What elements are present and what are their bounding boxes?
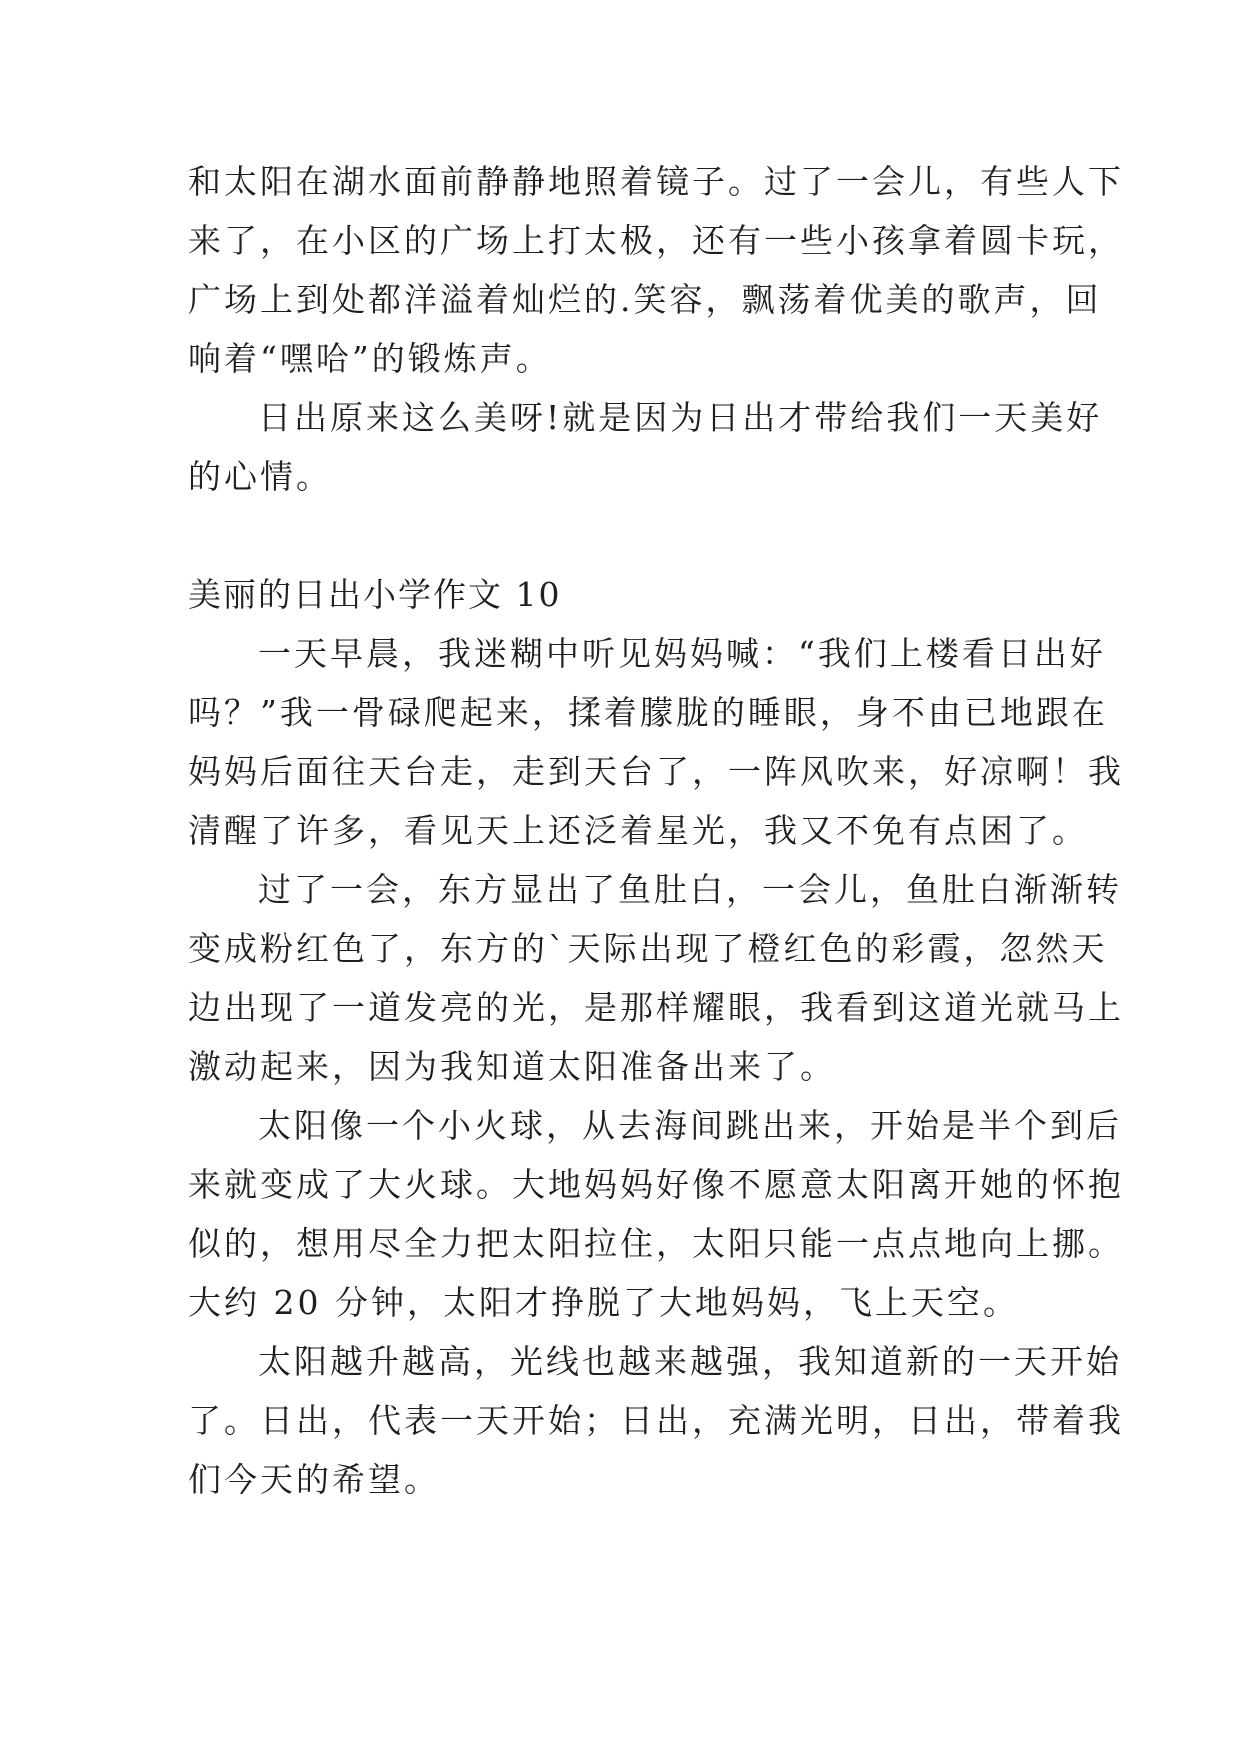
paragraph [188, 152, 1124, 388]
text-line: 来了，在小区的广场上打太极，还有一些小孩拿着圆卡玩， [188, 221, 1124, 260]
paragraph [188, 1332, 1124, 1509]
text-line: 来就变成了大火球。大地妈妈好像不愿意太阳离开她的怀抱 [188, 1165, 1124, 1204]
text-line: 吗？”我一骨碌爬起来，揉着朦胧的睡眼，身不由已地跟在 [188, 693, 1108, 732]
paragraph [188, 860, 1124, 1096]
document-body [188, 152, 1124, 1509]
text-line: 边出现了一道发亮的光，是那样耀眼，我看到这道光就马上 [188, 988, 1124, 1027]
paragraph [188, 1096, 1124, 1332]
text-line: 的心情。 [188, 457, 332, 496]
text-line: 了。日出，代表一天开始；日出，充满光明，日出，带着我 [188, 1401, 1124, 1440]
text-line: 过了一会，东方显出了鱼肚白，一会儿，鱼肚白渐渐转 [258, 870, 1122, 909]
text-line: 激动起来，因为我知道太阳准备出来了。 [188, 1047, 836, 1086]
text-line: 清醒了许多，看见天上还泛着星光，我又不免有点困了。 [188, 811, 1088, 850]
text-line: 太阳像一个小火球，从去海间跳出来，开始是半个到后 [258, 1106, 1122, 1145]
text-line: 似的，想用尽全力把太阳拉住，太阳只能一点点地向上挪。 [188, 1224, 1124, 1263]
text-line: 广场上到处都洋溢着灿烂的.笑容，飘荡着优美的歌声，回 [188, 280, 1102, 319]
text-line: 妈妈后面往天台走，走到天台了，一阵风吹来，好凉啊！我 [188, 752, 1124, 791]
text-line: 太阳越升越高，光线也越来越强，我知道新的一天开始 [258, 1342, 1122, 1381]
blank-line [188, 506, 1068, 565]
paragraph [188, 624, 1124, 860]
text-line: 变成粉红色了，东方的`天际出现了橙红色的彩霞，忽然天 [188, 929, 1108, 968]
section-title: 美丽的日出小学作文 10 [188, 575, 562, 614]
text-line: 大约 20 分钟，太阳才挣脱了大地妈妈，飞上天空。 [188, 1283, 1019, 1322]
text-line: 和太阳在湖水面前静静地照着镜子。过了一会儿，有些人下 [188, 162, 1124, 201]
paragraph [188, 388, 1103, 506]
text-line: 日出原来这么美呀!就是因为日出才带给我们一天美好 [258, 398, 1103, 437]
text-line: 一天早晨，我迷糊中听见妈妈喊：“我们上楼看日出好 [258, 634, 1106, 673]
text-line: 们今天的希望。 [188, 1460, 440, 1499]
text-line: 响着“嘿哈”的锻炼声。 [188, 339, 552, 378]
